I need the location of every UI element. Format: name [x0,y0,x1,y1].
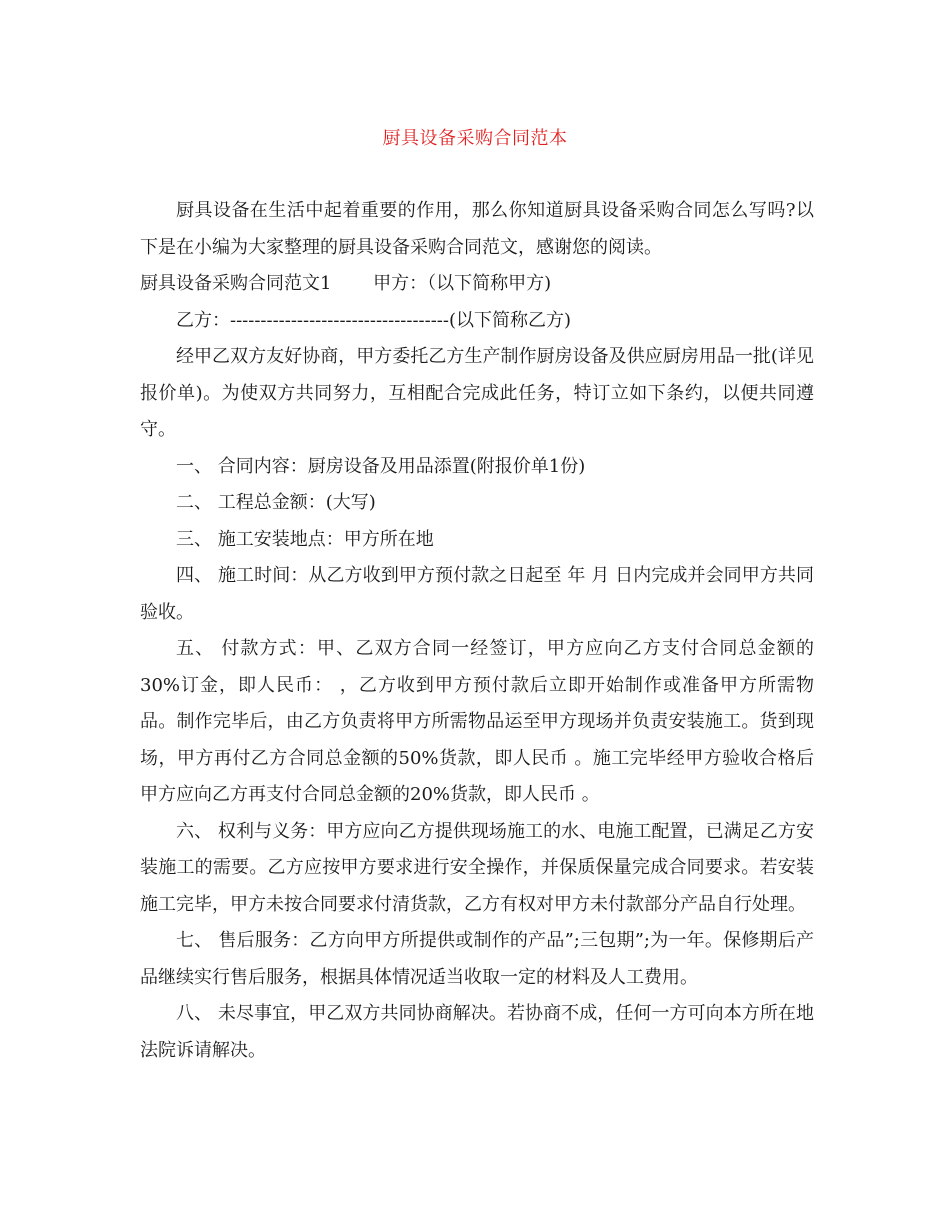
clause-7: 七、 售后服务：乙方向甲方所提供或制作的产品”;三包期”;为一年。保修期后产品继续实行售后服务，根据具体情况适当收取一定的材料及人工费用。 [140,930,814,988]
clause-2: 二、 工程总金额：(大写) [176,492,376,513]
clause-8: 八、 未尽事宜，甲乙双方共同协商解决。若协商不成，任何一方可向本方所在地法院诉请解决。 [140,1003,814,1061]
clause-1: 一、 合同内容：厨房设备及用品添置(附报价单1份) [176,455,586,477]
party-b-line: 乙方：------------------------------------(以下简称乙方) [176,309,571,331]
clause-4: 四、 施工时间：从乙方收到甲方预付款之日起至 年 月 日内完成并会同甲方共同验收。 [140,565,814,623]
clause-5: 五、 付款方式：甲、乙双方合同一经签订，甲方应向乙方支付合同总金额的30%订金，即人民币： ，乙方收到甲方预付款后立即开始制作或准备甲方所需物品。制作完毕后，由乙方负责将甲方所需物品运至甲方现场并负责安装施工。货到现场，甲方再付乙方合同总金额的50%货款，即人民币 。施工完毕经甲方验收合格后甲方应向乙方再支付合同总金额的20%货款，即人民币 。 [140,638,814,805]
document-title: 厨具设备采购合同范本 [382,128,568,149]
intro-paragraph: 厨具设备在生活中起着重要的作用，那么你知道厨具设备采购合同怎么写吗?以下是在小编为大家整理的厨具设备采购合同范文，感谢您的阅读。 [140,200,814,258]
document-body [140,193,814,1069]
contract-heading-line: 厨具设备采购合同范文1 甲方：（以下简称甲方) [140,273,552,294]
clause-6: 六、 权利与义务：甲方应向乙方提供现场施工的水、电施工配置，已满足乙方安装施工的需要。乙方应按甲方要求进行安全操作，并保质保量完成合同要求。若安装施工完毕，甲方未按合同要求付清货款，乙方有权对甲方未付款部分产品自行处理。 [140,820,814,915]
clause-3: 三、 施工安装地点：甲方所在地 [176,528,434,550]
preamble-paragraph: 经甲乙双方友好协商，甲方委托乙方生产制作厨房设备及供应厨房用品一批(详见报价单)。为使双方共同努力，互相配合完成此任务，特订立如下条约，以便共同遵守。 [140,346,814,440]
